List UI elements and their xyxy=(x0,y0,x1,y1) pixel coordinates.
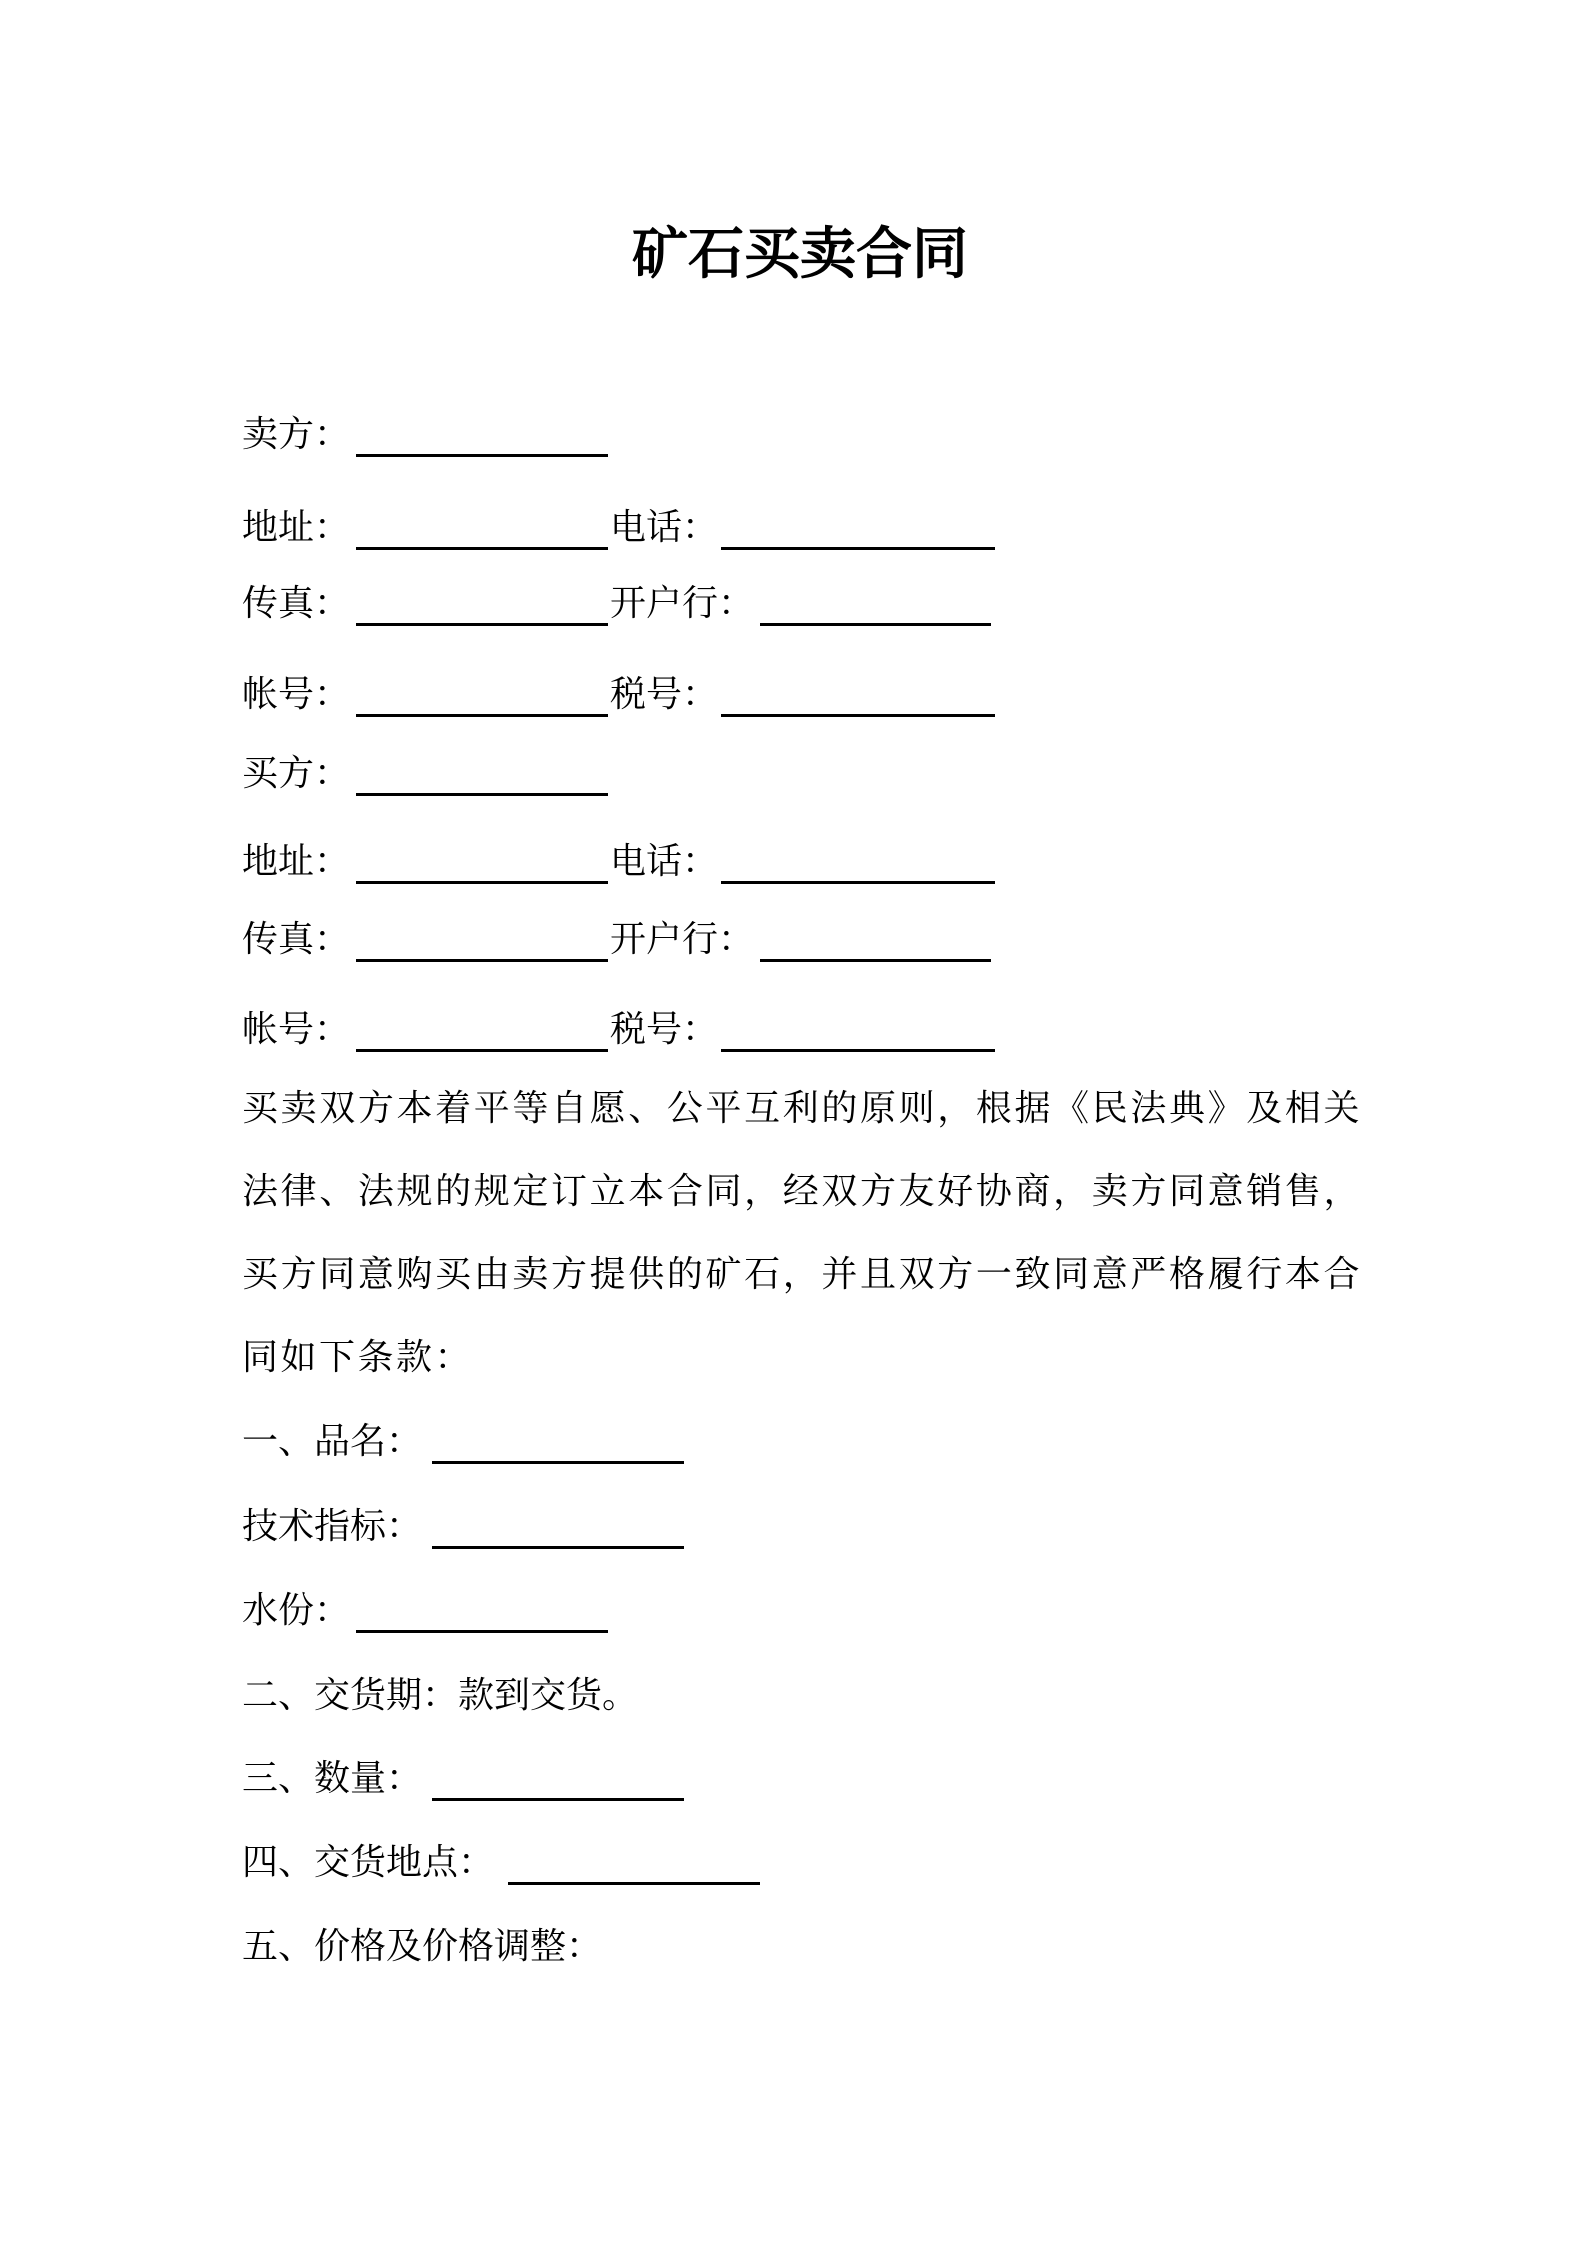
buyer-name-field[interactable] xyxy=(356,749,608,796)
document-title: 矿石买卖合同 xyxy=(632,222,968,287)
product-label: 一、品名： xyxy=(242,1421,423,1462)
seller-bank-field[interactable] xyxy=(760,579,991,626)
buyer-phone-field[interactable] xyxy=(721,837,995,884)
quantity-label: 三、数量： xyxy=(242,1758,423,1799)
delivery-label: 二、交货期：款到交货。 xyxy=(242,1675,639,1716)
seller-fax-label: 传真： xyxy=(242,583,351,624)
product-field[interactable] xyxy=(432,1417,684,1464)
spec-field[interactable] xyxy=(432,1502,684,1549)
seller-fax-field[interactable] xyxy=(356,579,608,626)
buyer-name-label: 买方： xyxy=(242,753,351,794)
moisture-field[interactable] xyxy=(356,1586,608,1633)
buyer-account-field[interactable] xyxy=(356,1005,608,1052)
seller-tax-label: 税号： xyxy=(610,674,719,715)
place-field[interactable] xyxy=(508,1838,760,1885)
moisture-label: 水份： xyxy=(242,1590,351,1631)
seller-account-label: 帐号： xyxy=(242,674,351,715)
buyer-tax-label: 税号： xyxy=(610,1009,719,1050)
seller-name-label: 卖方： xyxy=(242,414,351,455)
preamble-paragraph: 买卖双方本着平等自愿、公平互利的原则，根据《民法典》及相关法律、法规的规定订立本合同，经双方友好协商，卖方同意销售，买方同意购买由卖方提供的矿石，并且双方一致同意严格履行本合同如下条款： xyxy=(242,1088,1362,1378)
seller-address-field[interactable] xyxy=(356,503,608,550)
seller-address-label: 地址： xyxy=(242,507,351,548)
buyer-tax-field[interactable] xyxy=(721,1005,995,1052)
buyer-account-label: 帐号： xyxy=(242,1009,351,1050)
seller-bank-label: 开户行： xyxy=(610,583,755,624)
seller-phone-field[interactable] xyxy=(721,503,995,550)
price-label: 五、价格及价格调整： xyxy=(242,1926,603,1967)
seller-account-field[interactable] xyxy=(356,670,608,717)
buyer-bank-field[interactable] xyxy=(760,915,991,962)
buyer-fax-label: 传真： xyxy=(242,919,351,960)
buyer-address-field[interactable] xyxy=(356,837,608,884)
seller-phone-label: 电话： xyxy=(610,507,719,548)
buyer-bank-label: 开户行： xyxy=(610,919,755,960)
buyer-address-label: 地址： xyxy=(242,841,351,882)
seller-tax-field[interactable] xyxy=(721,670,995,717)
place-label: 四、交货地点： xyxy=(242,1842,495,1883)
seller-name-field[interactable] xyxy=(356,410,608,457)
buyer-phone-label: 电话： xyxy=(610,841,719,882)
quantity-field[interactable] xyxy=(432,1754,684,1801)
buyer-fax-field[interactable] xyxy=(356,915,608,962)
spec-label: 技术指标： xyxy=(242,1506,423,1547)
